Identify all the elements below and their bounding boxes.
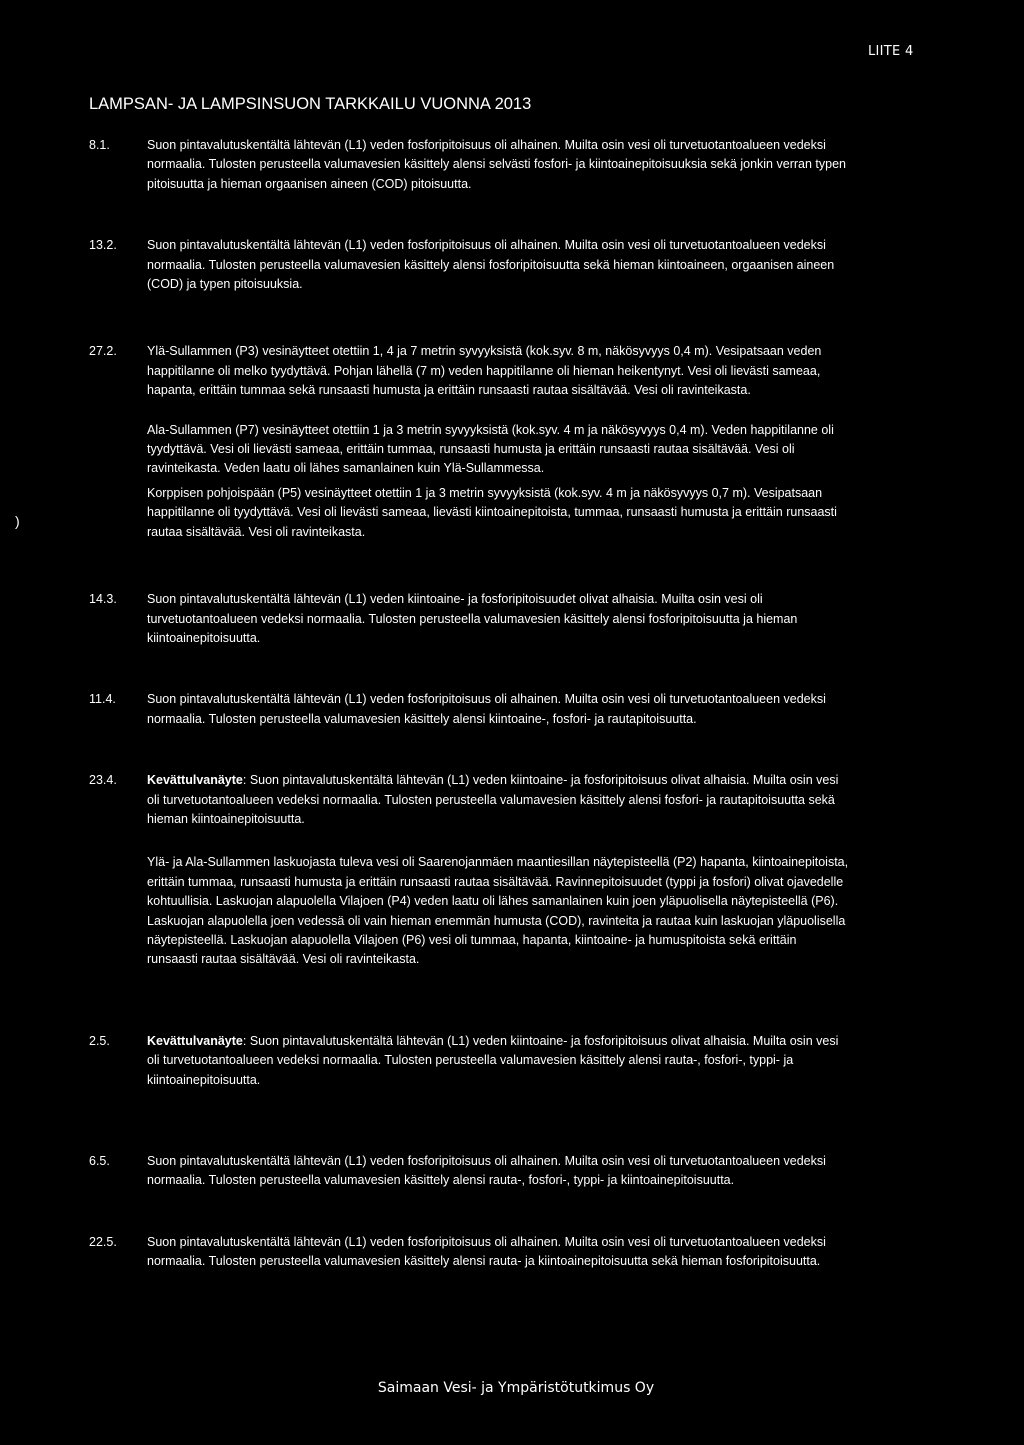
footer-company: Saimaan Vesi- ja Ympäristötutkimus Oy xyxy=(377,1380,655,1396)
entry-date: 22.5. xyxy=(89,1234,117,1249)
entry-body: : Suon pintavalutuskentältä lähtevän (L1) veden kiintoaine- ja fosforipitoisuus olivat alhaisia. Muilta osin vesi oli turvetuotantoalueen vedeksi normaalia. Tulosten perusteella valumavesien käsittely alensi fosfori- ja rautapitoisuutta sekä hieman kiintoainepitoisuutta. xyxy=(147,773,839,826)
entry-23-4 xyxy=(89,771,849,970)
entry-date: 23.4. xyxy=(89,773,117,788)
entry-date: 11.4. xyxy=(89,692,116,707)
entry-14-3 xyxy=(89,590,849,648)
entry-date: 27.2. xyxy=(89,344,117,359)
entry-6-5 xyxy=(89,1152,849,1191)
entry-11-4 xyxy=(89,690,849,729)
entry-8-1 xyxy=(89,136,849,194)
entry-date: 6.5. xyxy=(89,1154,110,1168)
entry-text-korppinen: Korppisen pohjoispään (P5) vesinäytteet otettiin 1 ja 3 metrin syvyyksistä (kok.syv. 4 m ja näkösyvyys 0,7 m). Vesipatsaan happitilanne oli tyydyttävä. Vesi oli lievästi sameaa, lievästi kiintoainepitoista, tummaa, runsaasti humusta ja erittäin runsaasti rautaa sisältävää. Vesi oli ravinteikasta. xyxy=(147,485,837,539)
entry-text xyxy=(147,1032,849,1090)
entry-27-2 xyxy=(89,342,849,542)
entry-2-5 xyxy=(89,1032,849,1090)
entry-text: Suon pintavalutuskentältä lähtevän (L1) veden kiintoaine- ja fosforipitoisuudet olivat alhaisia. Muilta osin vesi oli turvetuotantoalueen vedeksi normaalia. Tulosten perusteella valumavesien käsittely alensi fosforipitoisuutta ja hieman kiintoainepitoisuutta. xyxy=(147,592,798,645)
entry-date: 14.3. xyxy=(89,592,117,607)
margin-bracket-mark: ) xyxy=(15,513,20,529)
entry-text-ala-sullampi: Ala-Sullammen (P7) vesinäytteet otettiin 1 ja 3 metrin syvyyksistä (kok.syv. 4 m ja näkösyvyys 0,4 m). Veden happitilanne oli tyydyttävä. Vesi oli lievästi sameaa, erittäin tummaa, runsaasti humusta ja erittäin runsaasti rautaa sisältävää. Vesi oli ravinteikasta. Veden laatu oli lähes samanlainen kuin Ylä-Sullammessa. xyxy=(147,422,834,476)
entry-text-laskuoja: Ylä- ja Ala-Sullammen laskuojasta tuleva vesi oli Saarenojanmäen maantiesillan näytepisteellä (P2) hapanta, kiintoainepitoista, erittäin tummaa, runsaasti humusta ja erittäin runsaasti rautaa sisältävää. Ravinnepitoisuudet (typpi ja fosfori) olivat ojavedelle kohtuullisia. Laskuojan alapuolella Vilajoen (P4) veden laatu oli lähes samanlainen kuin joen yläpuolisella näytepisteellä (P6). Laskuojan alapuolella joen vedessä oli vain hieman enemmän humusta (COD), ravinteita ja rautaa kuin laskuojan yläpuolisella näytepisteellä. Laskuojan alapuolella Vilajoen (P6) vesi oli tummaa, hapanta, kiintoaine- ja humuspitoista sekä erittäin runsaasti rautaa sisältävää. Vesi oli ravinteikasta. xyxy=(147,855,849,967)
entry-text-yla-sullampi: Ylä-Sullammen (P3) vesinäytteet otettiin 1, 4 ja 7 metrin syvyyksistä (kok.syv. 8 m, näkösyvyys 0,4 m). Vesipatsaan veden happitilanne oli melko tyydyttävä. Pohjan lähellä (7 m) veden happitilanne oli hieman heikentynyt. Vesi oli lievästi sameaa, hapanta, erittäin tummaa sekä runsaasti humusta ja erittäin runsaasti rautaa sisältävää. Vesi oli ravinteikasta. xyxy=(147,344,822,398)
entry-lead: Kevättulvanäyte xyxy=(147,1033,243,1048)
monitoring-entries xyxy=(89,136,849,1296)
entry-date: 13.2. xyxy=(89,238,117,253)
entry-text: Suon pintavalutuskentältä lähtevän (L1) veden fosforipitoisuus oli alhainen. Muilta osin vesi oli turvetuotantoalueen vedeksi normaalia. Tulosten perusteella valumavesien käsittely alensi rauta-, fosfori-, typpi- ja kiintoainepitoisuutta. xyxy=(147,1154,826,1188)
appendix-label: LIITE 4 xyxy=(868,44,914,59)
entry-date: 8.1. xyxy=(89,138,110,152)
entry-22-5 xyxy=(89,1233,849,1272)
entry-lead: Kevättulvanäyte xyxy=(147,773,243,788)
entry-text: Suon pintavalutuskentältä lähtevän (L1) veden fosforipitoisuus oli alhainen. Muilta osin vesi oli turvetuotantoalueen vedeksi normaalia. Tulosten perusteella valumavesien käsittely alensi selvästi fosfori- ja kiintoainepitoisuuksia sekä jonkin verran typen pitoisuutta ja hieman orgaanisen aineen (COD) pitoisuutta. xyxy=(147,138,846,191)
entry-text xyxy=(147,771,849,829)
entry-body: : Suon pintavalutuskentältä lähtevän (L1) veden kiintoaine- ja fosforipitoisuus olivat alhaisia. Muilta osin vesi oli turvetuotantoalueen vedeksi normaalia. Tulosten perusteella valumavesien käsittely alensi rauta-, fosfori-, typpi- ja kiintoainepitoisuutta. xyxy=(147,1033,839,1087)
entry-13-2 xyxy=(89,236,849,294)
entry-text: Suon pintavalutuskentältä lähtevän (L1) veden fosforipitoisuus oli alhainen. Muilta osin vesi oli turvetuotantoalueen vedeksi normaalia. Tulosten perusteella valumavesien käsittely alensi fosforipitoisuutta sekä hieman kiintoaineen, orgaanisen aineen (COD) ja typen pitoisuuksia. xyxy=(147,238,835,292)
entry-text: Suon pintavalutuskentältä lähtevän (L1) veden fosforipitoisuus oli alhainen. Muilta osin vesi oli turvetuotantoalueen vedeksi normaalia. Tulosten perusteella valumavesien käsittely alensi rauta- ja kiintoainepitoisuutta sekä hieman fosforipitoisuutta. xyxy=(147,1234,826,1269)
entry-date: 2.5. xyxy=(89,1033,110,1048)
document-title: LAMPSAN- JA LAMPSINSUON TARKKAILU VUONNA 2013 xyxy=(89,95,532,113)
entry-text: Suon pintavalutuskentältä lähtevän (L1) veden fosforipitoisuus oli alhainen. Muilta osin vesi oli turvetuotantoalueen vedeksi normaalia. Tulosten perusteella valumavesien käsittely alensi kiintoaine-, fosfori- ja rautapitoisuutta. xyxy=(147,692,826,726)
